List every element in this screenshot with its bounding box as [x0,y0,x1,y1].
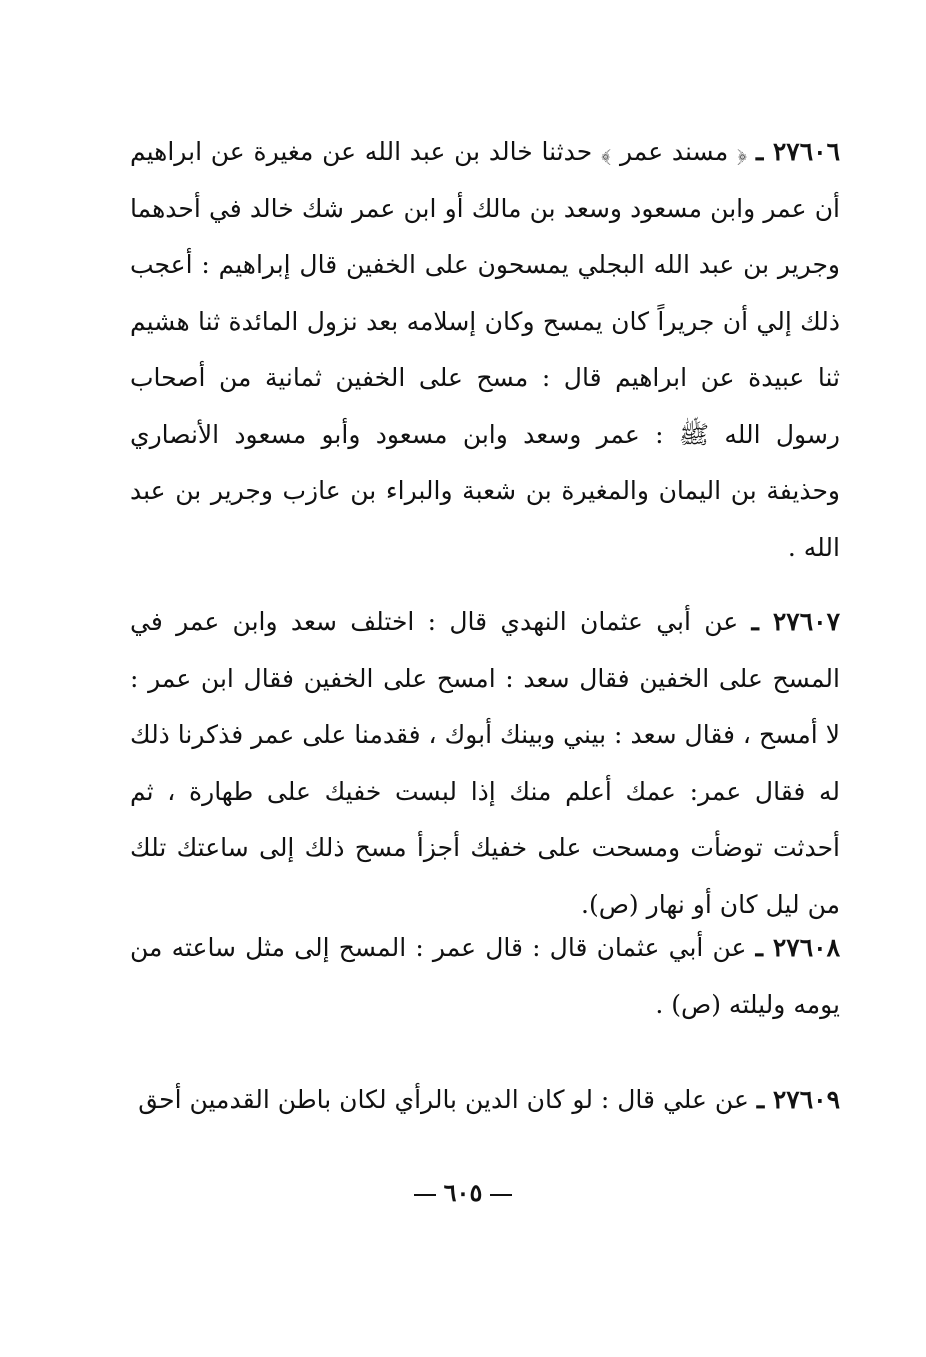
hadith-27607 [130,594,840,933]
page-number-dash-right [490,1194,512,1196]
page-number [0,1178,926,1207]
hadith-number: ٢٧٦٠٦ ـ [756,137,841,166]
hadith-27609 [130,1072,840,1129]
page-number-text: ٦٠٥ [443,1178,483,1207]
hadith-text: عن أبي عثمان قال : قال عمر : المسح إلى مثل ساعته من يومه وليلته (ص) . [130,933,840,1019]
hadith-text: عن أبي عثمان النهدي قال : اختلف سعد وابن عمر في المسح على الخفين فقال سعد : امسح على الخفين فقال ابن عمر : لا أمسح ، فقال سعد : بيني وبينك أبوك ، فقدمنا على عمر فذكرنا ذلك له فقال عمر: عمك أعلم منك إذا لبست خفيك على طهارة ، ثم أحدثت توضأت ومسحت على خفيك أجزأ مسح ذلك إلى ساعتك تلك من ليل كان أو نهار (ص). [130,607,840,919]
page-number-dash-left [414,1194,436,1196]
hadith-text: عن علي قال : لو كان الدين بالرأي لكان باطن القدمين أحق [138,1085,749,1114]
hadith-number: ٢٧٦٠٩ ـ [756,1085,840,1114]
hadith-number: ٢٧٦٠٨ ـ [755,933,840,962]
hadith-text: ﴿ مسند عمر ﴾ حدثنا خالد بن عبد الله عن مغيرة عن ابراهيم أن عمر وابن مسعود وسعد بن مالك أو ابن عمر شك خالد في أحدهما وجرير بن عبد الله البجلي يمسحون على الخفين قال إبراهيم : أعجب ذلك إلي أن جريراً كان يمسح وكان إسلامه بعد نزول المائدة ثنا هشيم ثنا عبيدة عن ابراهيم قال : مسح على الخفين ثمانية من أصحاب رسول الله ﷺ : عمر وسعد وابن مسعود وأبو مسعود الأنصاري وحذيفة بن اليمان والمغيرة بن شعبة والبراء بن عازب وجرير بن عبد الله . [130,137,840,562]
hadith-27606 [130,124,840,576]
hadith-number: ٢٧٦٠٧ ـ [751,607,840,636]
hadith-27608 [130,920,840,1033]
